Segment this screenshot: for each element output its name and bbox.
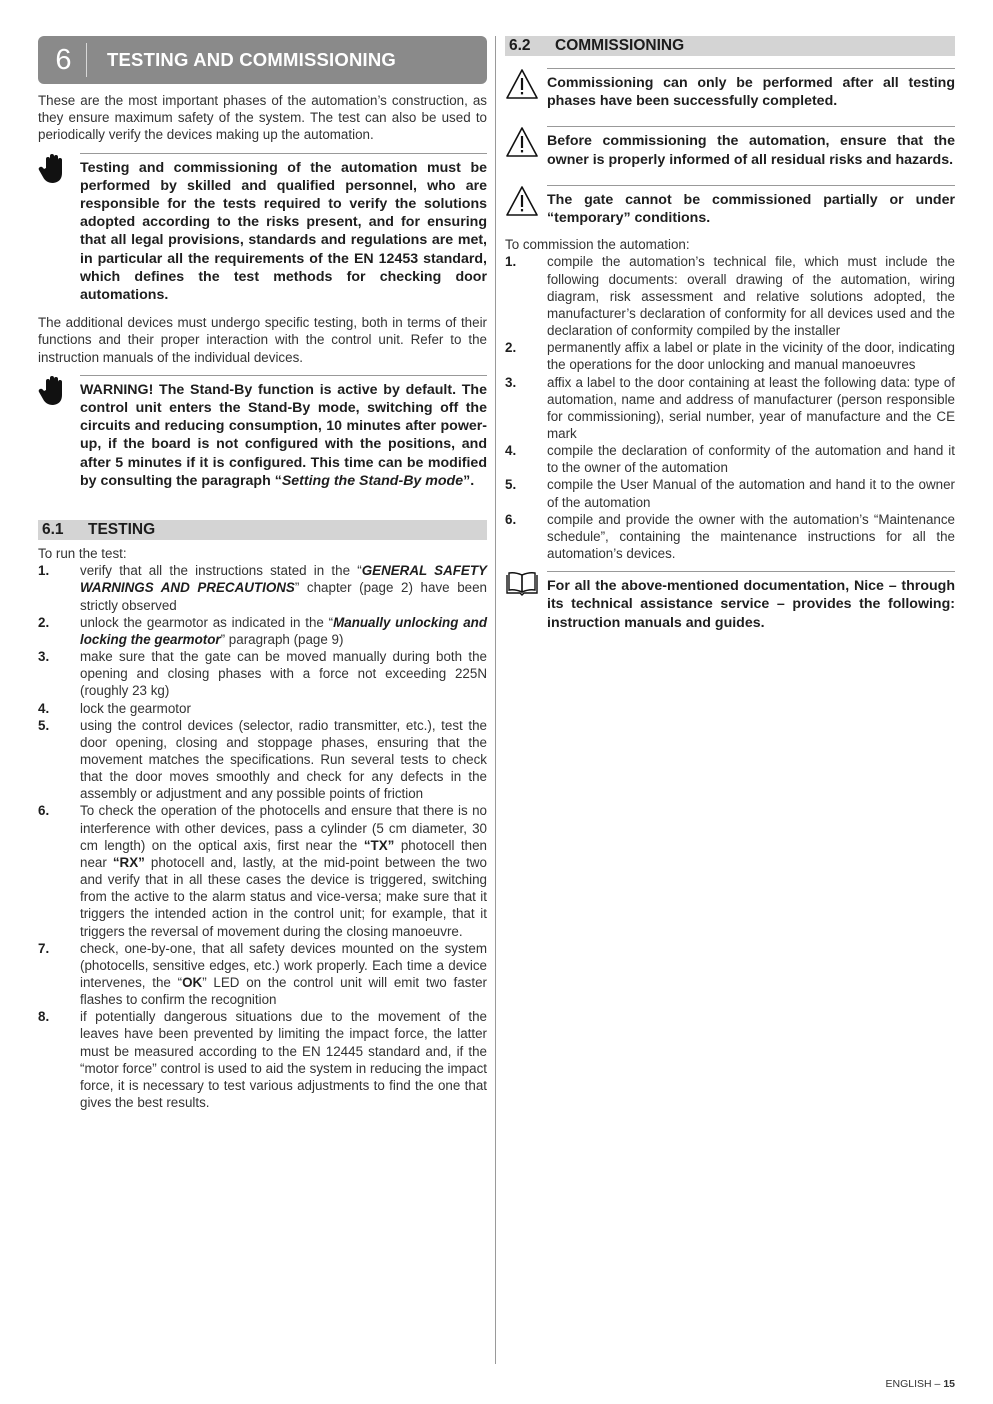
section-header-commissioning — [505, 36, 955, 56]
open-book-icon — [505, 571, 547, 632]
step-number: 1. — [505, 254, 517, 270]
step-number: 1. — [38, 563, 50, 579]
section-title: TESTING — [88, 521, 156, 539]
list-item — [38, 562, 487, 613]
page-footer — [886, 1378, 955, 1390]
list-item — [505, 253, 955, 339]
warning-note-2 — [505, 126, 955, 168]
warning-note-3 — [505, 185, 955, 227]
list-item — [38, 802, 487, 939]
list-item — [38, 614, 487, 648]
intro-paragraph: These are the most important phases of the automation’s construction, as they ensure maximum safety of the system. The test can also be used to periodically verify the devices making up the automation. — [38, 93, 487, 143]
list-item — [38, 717, 487, 803]
commissioning-steps — [505, 253, 955, 562]
list-item — [38, 940, 487, 1009]
list-item — [505, 476, 955, 510]
step-text: if potentially dangerous situations due to the movement of the leaves have been prevented by limiting the impact force, the latter must be measured according to the EN 12445 standard and, if the “motor force” control is used to aid the system in reducing the impact force, it is necessary to test various adjustments to find the one that gives the best results. — [80, 1009, 487, 1111]
step-text: verify that all the instructions stated in the “GENERAL SAFETY WARNINGS AND PRECAUTIONS” chapter (page 2) have been strictly observed — [80, 563, 487, 613]
chapter-header — [38, 36, 487, 84]
additional-devices-paragraph: The additional devices must undergo specific testing, both in terms of their functions and their proper interaction with the control unit. Refer to the instruction manuals of the individual devices. — [38, 315, 487, 365]
step-number: 3. — [38, 649, 50, 665]
warning-triangle-icon — [505, 185, 547, 227]
warning-triangle-icon — [505, 126, 547, 168]
step-number: 2. — [38, 614, 50, 630]
list-item — [505, 442, 955, 476]
step-number: 4. — [38, 700, 50, 716]
step-number: 5. — [38, 717, 50, 733]
section-header-testing — [38, 520, 487, 540]
testing-steps — [38, 562, 487, 1111]
note-standby-warning — [80, 375, 487, 490]
chapter-number: 6 — [41, 43, 87, 77]
step-text: permanently affix a label or plate in the vicinity of the door, indicating the operations for the door unlocking and manual manoeuvres — [547, 340, 955, 373]
step-text: compile the automation’s technical file, which must include the following documents: overall drawing of the automation, wiring diagram, risk assessment and relative solutions adopted, the manufacturer’s declaration of conformity for all devices used and the declaration of conformity compiled by the installer — [547, 254, 955, 339]
standby-end: ”. — [463, 472, 475, 489]
warning-text: Commissioning can only be performed after all testing phases have been successfully completed. — [547, 68, 955, 110]
step-number: 5. — [505, 477, 517, 493]
step-text: affix a label to the door containing at least the following data: type of automation, name and address of manufacturer (person responsible for commissioning), serial number, year of manufacture and the CE mark — [547, 374, 955, 441]
section-number: 6.1 — [42, 521, 64, 539]
list-item — [505, 374, 955, 443]
stop-hand-icon — [38, 375, 80, 490]
column-divider — [495, 36, 496, 1364]
step-text: unlock the gearmotor as indicated in the “Manually unlocking and locking the gearmotor” paragraph (page 9) — [80, 614, 487, 647]
list-item — [38, 700, 487, 717]
hand-note-standby — [38, 375, 487, 490]
step-number: 3. — [505, 374, 517, 390]
step-text: compile and provide the owner with the automation’s “Maintenance schedule”, containing the maintenance instructions for all the automation’s devices. — [547, 511, 955, 562]
left-column — [38, 36, 487, 1111]
right-column — [505, 36, 955, 632]
step-number: 2. — [505, 340, 517, 356]
list-item — [38, 648, 487, 699]
section-title: COMMISSIONING — [555, 37, 685, 54]
warning-triangle-icon — [505, 68, 547, 110]
warning-text: Before commissioning the automation, ensure that the owner is properly informed of all residual risks and hazards. — [547, 126, 955, 168]
step-text: using the control devices (selector, radio transmitter, etc.), test the door opening, closing and stoppage phases, ensuring that the movement matches the specifications. Run several tests to check that the door moves smoothly and check for any defects in the assembly or adjustment and any possible points of friction — [80, 717, 487, 802]
list-item — [38, 1008, 487, 1111]
list-item — [505, 339, 955, 373]
warning-text: The gate cannot be commissioned partially or under “temporary” conditions. — [547, 185, 955, 227]
testing-lead: To run the test: — [38, 546, 127, 562]
chapter-title: TESTING AND COMMISSIONING — [107, 49, 397, 70]
standby-text: WARNING! The Stand-By function is active by default. The control unit enters the Stand-By mode, switching off the circuits and reducing consumption, 10 minutes after power-up, if the board is not configured with the positions, and after 5 minutes if it is configured. This time can be modified by consulting the paragraph “ — [80, 381, 487, 489]
paragraph-reference-link[interactable]: Manually unlocking and locking the gearmotor — [80, 614, 487, 647]
stop-hand-icon — [38, 153, 80, 305]
standby-link[interactable]: Setting the Stand-By mode — [281, 472, 464, 489]
hand-note-testing — [38, 153, 487, 305]
step-text: compile the declaration of conformity of the automation and hand it to the owner of the automation — [547, 443, 955, 476]
warning-note-1 — [505, 68, 955, 110]
step-text: lock the gearmotor — [80, 700, 191, 716]
manual-note-text: For all the above-mentioned documentation, Nice – through its technical assistance service – provides the following: instruction manuals and guides. — [547, 571, 955, 632]
step-text: To check the operation of the photocells and ensure that there is no interference with other devices, pass a cylinder (5 cm diameter, 30 cm length) on the optical axis, first near the “TX” photocell then near “RX” photocell and, lastly, at the mid-point between the two and verify that in all these cases the device is triggered, switching from the active to the alarm status and vice-versa; make sure that it triggers the intended action in the control unit; for example, that it triggers the reversal of movement during the closing manoeuvre. — [80, 803, 487, 939]
step-text: make sure that the gate can be moved manually during both the opening and closing phases with a force not exceeding 225N (roughly 23 kg) — [80, 649, 487, 699]
step-number: 6. — [38, 803, 50, 819]
note-testing-qualified-personnel: Testing and commissioning of the automation must be performed by skilled and qualified personnel, who are responsible for the tests required to verify the solutions adopted according to the risks present, and for ensuring that all legal provisions, standards and regulations are met, in particular all the requirements of the EN 12453 standard, which defines the test methods for checking door automations. — [80, 153, 487, 305]
manual-note — [505, 571, 955, 632]
step-number: 4. — [505, 443, 517, 459]
step-text: check, one-by-one, that all safety devices mounted on the system (photocells, sensitive edges, etc.) work properly. Each time a device intervenes, the “OK” LED on the control unit will emit two faster flashes to confirm the recognition — [80, 940, 487, 1008]
step-number: 8. — [38, 1009, 50, 1025]
list-item — [505, 511, 955, 562]
commissioning-lead: To commission the automation: — [505, 237, 690, 253]
footer-language: ENGLISH – — [885, 1378, 944, 1390]
section-number: 6.2 — [509, 37, 531, 54]
step-number: 6. — [505, 511, 517, 527]
step-number: 7. — [38, 940, 50, 956]
page-number: 15 — [943, 1378, 955, 1390]
step-text: compile the User Manual of the automation and hand it to the owner of the automation — [547, 477, 955, 510]
chapter-reference-link[interactable]: GENERAL SAFETY WARNINGS AND PRECAUTIONS — [80, 563, 487, 596]
